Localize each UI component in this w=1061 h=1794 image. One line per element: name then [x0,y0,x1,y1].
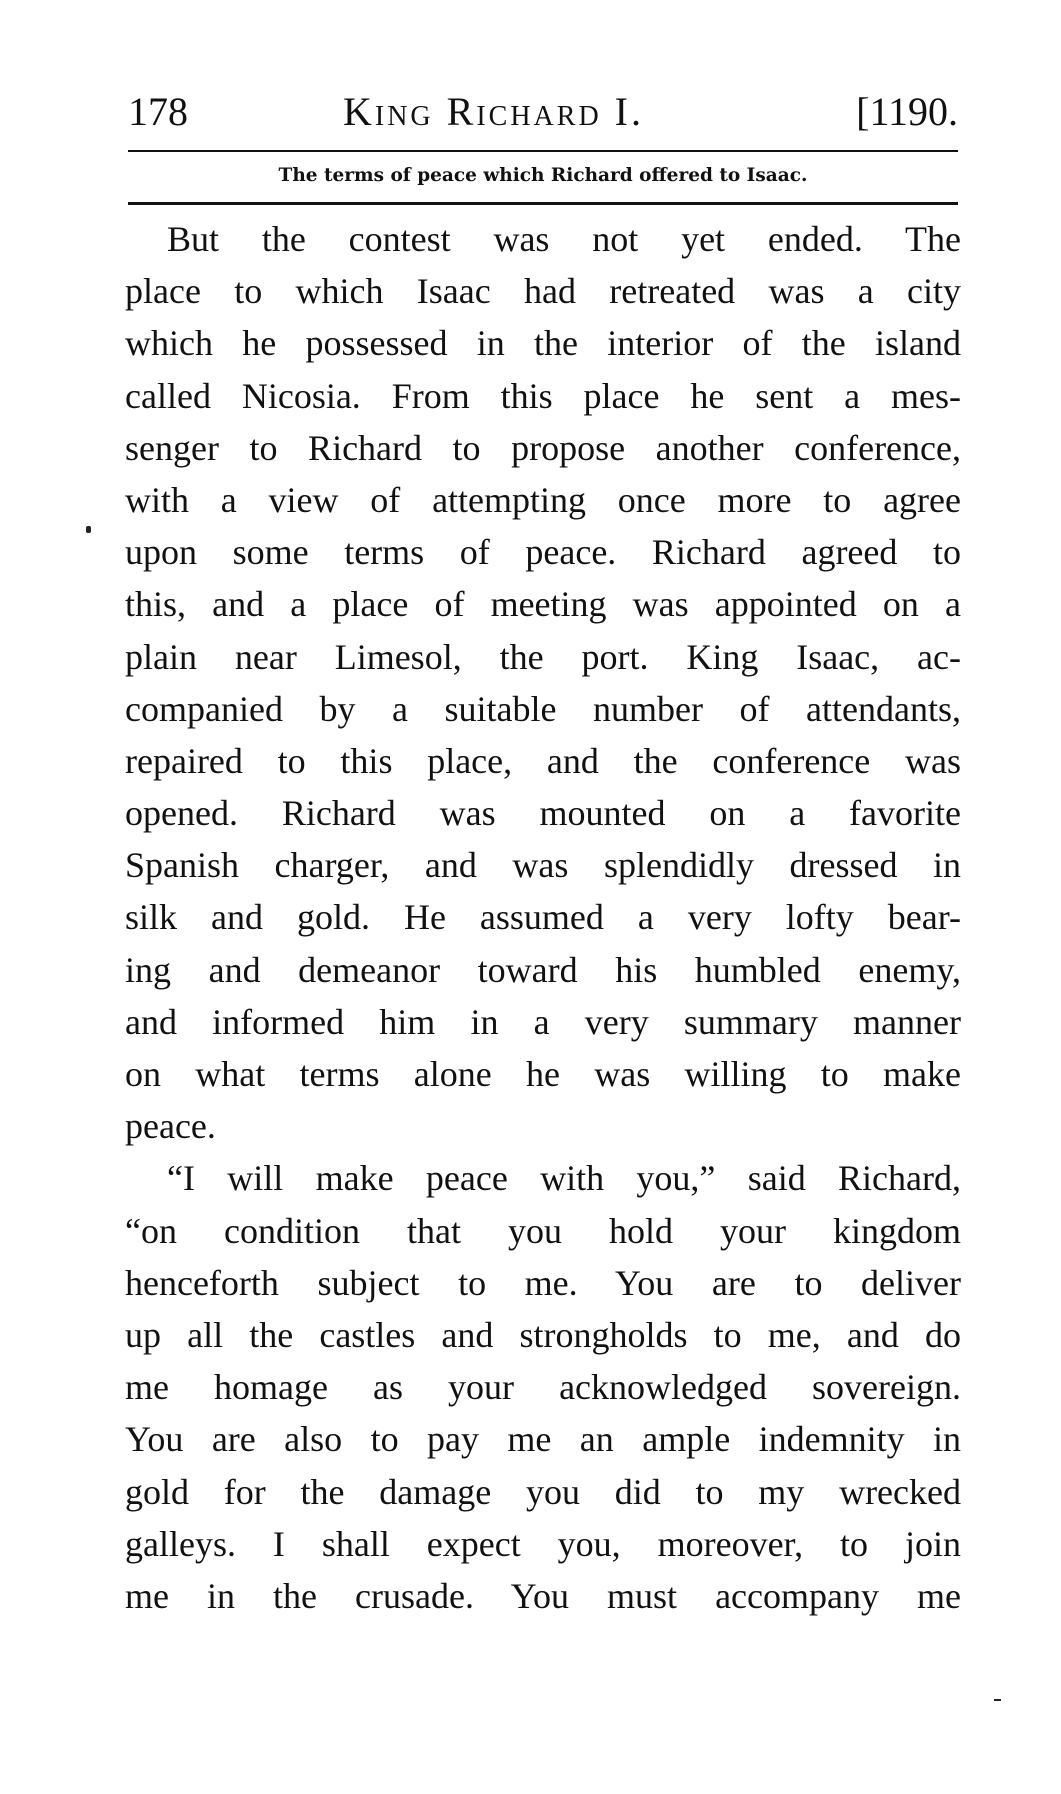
text-line: place to which Isaac had retreated was a city [125,271,961,312]
text-line: which he possessed in the interior of the island [125,323,961,364]
page-number: 178 [128,89,188,134]
text-line: peace. [125,1106,216,1147]
book-title: King Richard I. [343,89,644,134]
text-line: this, and a place of meeting was appointed on a [125,584,961,625]
text-line: upon some terms of peace. Richard agreed to [125,532,961,573]
text-line: senger to Richard to propose another conference, [125,427,961,468]
header-rule-bottom [128,202,958,205]
body-text [125,213,961,1622]
text-line: galleys. I shall expect you, moreover, to join [125,1523,961,1564]
text-line: henceforth subject to me. You are to deliver [125,1262,961,1303]
text-line: But the contest was not yet ended. The [167,219,961,259]
ink-speck [86,526,91,533]
text-line: silk and gold. He assumed a very lofty bear- [125,897,961,938]
text-line: gold for the damage you did to my wrecked [125,1471,961,1512]
year-marker: [1190. [856,89,958,134]
text-line: and informed him in a very summary manner [125,1001,961,1042]
text-line: “on condition that you hold your kingdom [125,1210,961,1251]
text-line: opened. Richard was mounted on a favorite [125,793,961,834]
text-line: me in the crusade. You must accompany me [125,1575,961,1616]
text-line: called Nicosia. From this place he sent a mes- [125,375,961,416]
text-line: ing and demeanor toward his humbled enemy, [125,949,961,990]
chapter-subhead: The terms of peace which Richard offered to Isaac. [278,165,808,186]
text-line: me homage as your acknowledged sovereign. [125,1367,961,1408]
text-line: with a view of attempting once more to agree [125,479,961,520]
running-head [128,82,958,142]
text-line: repaired to this place, and the conference was [125,740,961,781]
text-line: plain near Limesol, the port. King Isaac, ac- [125,636,961,677]
text-line: companied by a suitable number of attendants, [125,688,961,729]
text-line: up all the castles and strongholds to me, and do [125,1314,961,1355]
text-line: Spanish charger, and was splendidly dressed in [125,845,961,886]
text-line: “I will make peace with you,” said Richard, [167,1158,961,1199]
text-line: You are also to pay me an ample indemnity in [125,1419,961,1460]
text-line: on what terms alone he was willing to make [125,1054,961,1094]
ink-speck [994,1699,1001,1701]
header-rule-top [128,150,958,152]
